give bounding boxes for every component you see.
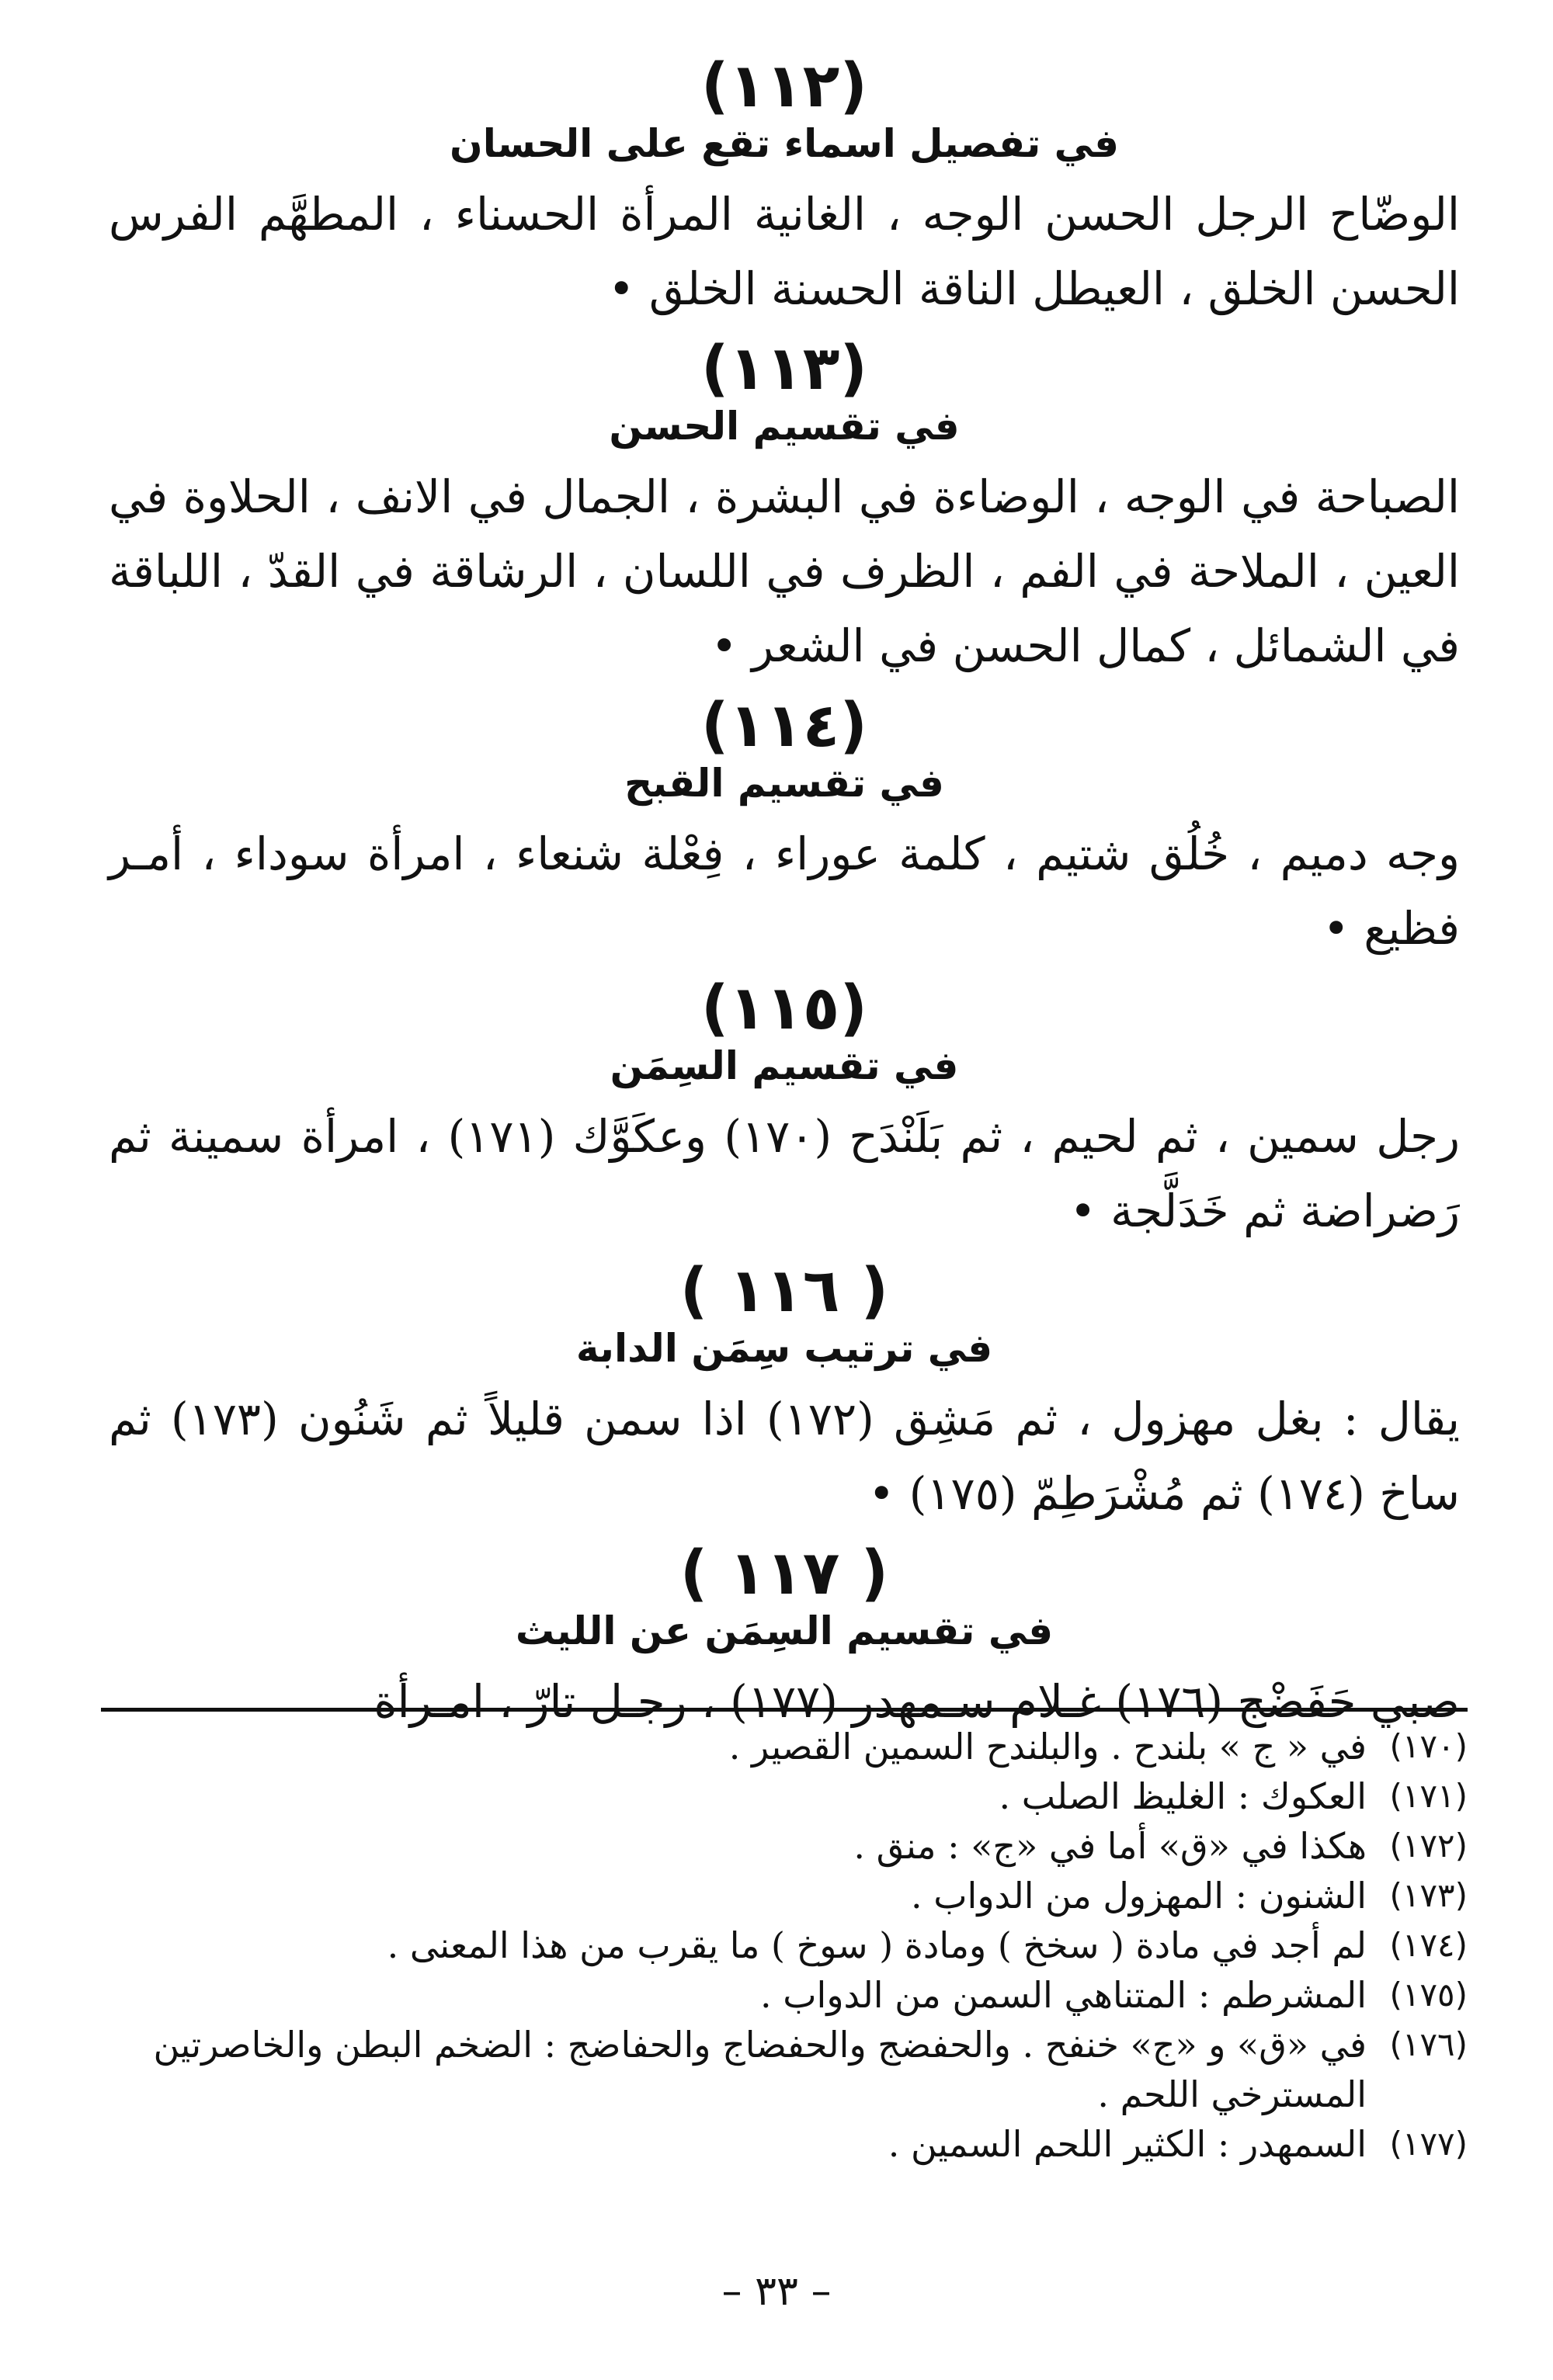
- footnote-170: [101, 1722, 1468, 1771]
- footnote-175: [101, 1970, 1468, 2020]
- footnote-177: [101, 2119, 1468, 2169]
- footnote-text: العكوك : الغليظ الصلب .: [999, 1775, 1367, 1817]
- section-body: الوضّاح الرجل الحسن الوجه ، الغانية المرأة الحسناء ، المطهَّم الفرس الحسن الخلق ، العيطل الناقة الحسنة الخلق •: [109, 188, 1460, 315]
- section-number: ( ١١٦ ): [679, 1256, 889, 1326]
- section-number: (١١٥): [700, 973, 868, 1043]
- footnote-divider: [101, 1708, 1468, 1712]
- footnote-number: (١٧٤): [1389, 1926, 1468, 1964]
- footnote-173: [101, 1871, 1468, 1920]
- footnote-text: في «ق» و «ج» خنفح . والحفضج والحفضاج والحفاضج : الضخم البطن والخاصرتين المسترخي اللحم .: [153, 2024, 1367, 2115]
- footnote-171: [101, 1771, 1468, 1821]
- footnote-text: المشرطم : المتناهي السمن من الدواب .: [760, 1974, 1367, 2016]
- footnote-text: الشنون : المهزول من الدواب .: [911, 1875, 1367, 1917]
- section-114: [101, 691, 1468, 966]
- section-113: [101, 334, 1468, 683]
- footnote-number: (١٧٢): [1389, 1827, 1468, 1865]
- footnote-174: [101, 1920, 1468, 1970]
- footnote-number: (١٧٠): [1389, 1727, 1468, 1765]
- footnote-number: (١٧٧): [1389, 2125, 1468, 2163]
- page-number: – ٣٣ –: [721, 2268, 832, 2315]
- section-body: الصباحة في الوجه ، الوضاءة في البشرة ، الجمال في الانف ، الحلاوة في العين ، الملاحة في الفم ، الظرف في اللسان ، الرشاقة في القدّ ، اللباقة في الشمائل ، كمال الحسن في الشعر •: [109, 470, 1460, 672]
- section-number: (١١٢): [700, 51, 868, 121]
- section-number: (١١٣): [700, 334, 868, 404]
- section-116: [101, 1256, 1468, 1531]
- section-title: في تفصيل اسماء تقع على الحسان: [450, 121, 1119, 166]
- section-112: [101, 51, 1468, 326]
- section-body: رجل سمين ، ثم لحيم ، ثم بَلَنْدَح (١٧٠) وعكَوَّك (١٧١) ، امرأة سمينة ثم رَضراضة ثم خَدَلَّجة •: [109, 1110, 1460, 1237]
- footnote-text: لم أجد في مادة ( سخخ ) ومادة ( سوخ ) ما يقرب من هذا المعنى .: [387, 1924, 1367, 1966]
- footnote-number: (١٧٦): [1389, 2025, 1468, 2063]
- footnote-text: السمهدر : الكثير اللحم السمين .: [888, 2123, 1367, 2165]
- section-title: في تقسيم القبح: [624, 761, 944, 806]
- footnote-text: هكذا في «ق» أما في «ج» : منق .: [853, 1825, 1367, 1867]
- section-body: صبي حَفَضْج (١٧٦) غـلام سـمهدر (١٧٧) ، رجـل تارّ ، امـرأة: [373, 1675, 1460, 1728]
- section-title: في تقسيم الحسن: [609, 404, 960, 449]
- footnote-172: [101, 1821, 1468, 1871]
- footnotes: [101, 1722, 1468, 2169]
- footnote-number: (١٧١): [1389, 1777, 1468, 1815]
- footnote-number: (١٧٣): [1389, 1876, 1468, 1914]
- section-115: [101, 973, 1468, 1248]
- section-body: وجه دميم ، خُلُق شتيم ، كلمة عوراء ، فِعْلة شنعاء ، امرأة سوداء ، أمـر فظيع •: [109, 827, 1460, 955]
- section-title: في ترتيب سِمَن الدابة: [575, 1326, 993, 1371]
- section-body: يقال : بغل مهزول ، ثم مَشِق (١٧٢) اذا سمن قليلاً ثم شَنُون (١٧٣) ثم ساخ (١٧٤) ثم مُشْرَطِمّ (١٧٥) •: [109, 1393, 1460, 1520]
- section-number: ( ١١٧ ): [679, 1539, 889, 1608]
- section-title: في تقسيم السِمَن: [610, 1043, 959, 1088]
- section-title: في تقسيم السِمَن عن الليث: [515, 1608, 1054, 1653]
- footnote-text: في « ج » بلندح . والبلندح السمين القصير .: [728, 1726, 1367, 1768]
- section-number: (١١٤): [700, 691, 868, 761]
- footnote-176: [101, 2020, 1468, 2119]
- footnote-number: (١٧٥): [1389, 1976, 1468, 2014]
